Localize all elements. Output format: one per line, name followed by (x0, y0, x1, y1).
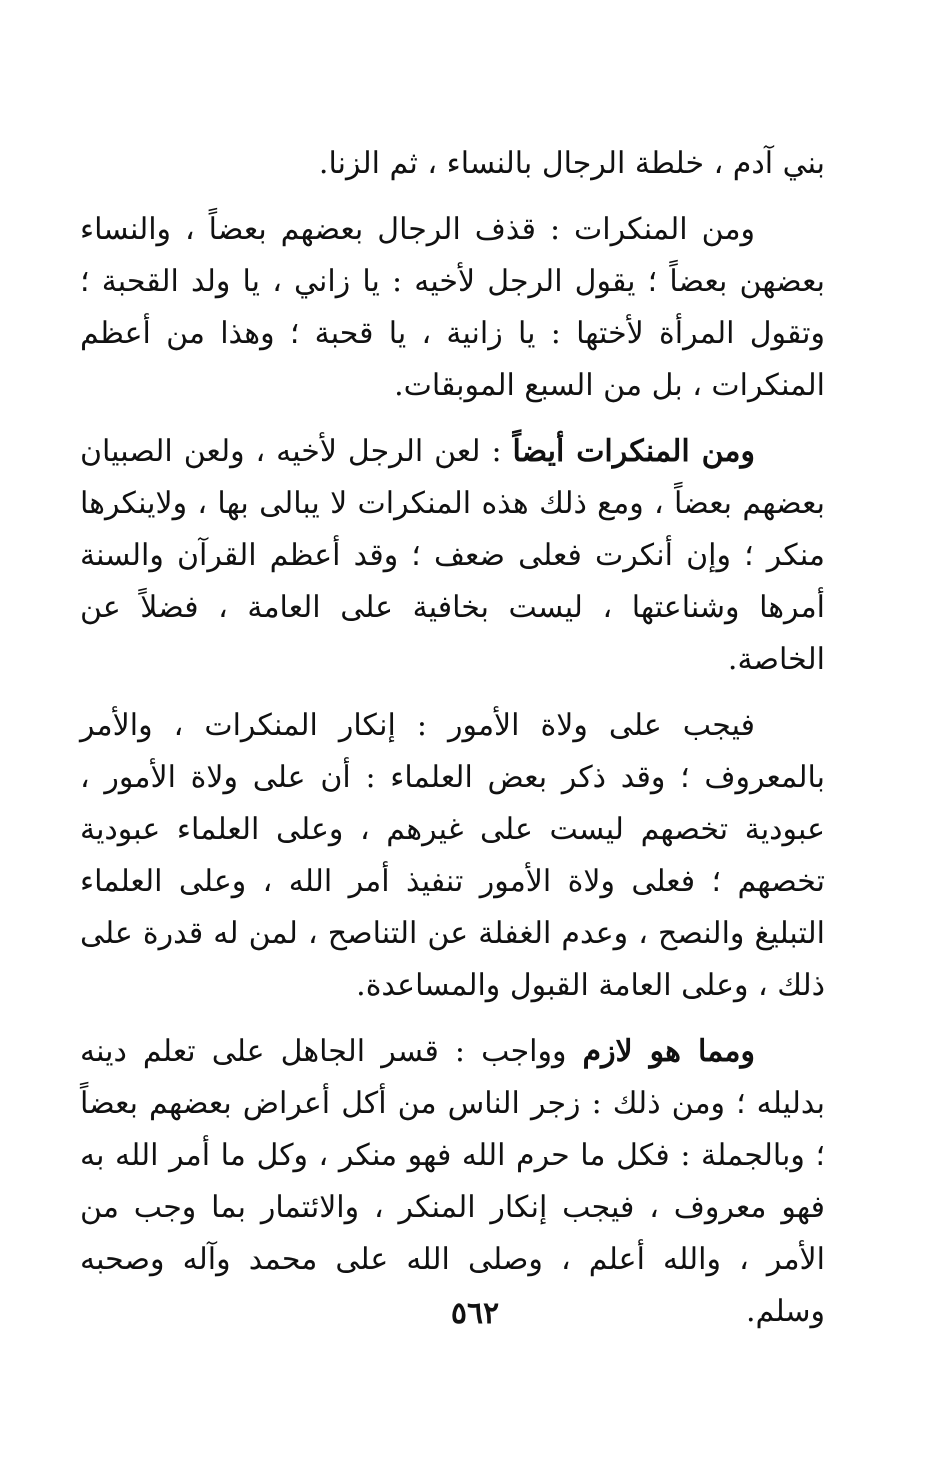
page-body (80, 138, 825, 1352)
paragraph-5-text: وواجب : قسر الجاهل على تعلم دينه بدليله ؛ ومن ذلك : زجر الناس من أكل أعراض بعضهم بعضاً ؛ وبالجملة : فكل ما حرم الله فهو منكر ، وكل ما أمر الله به فهو معروف ، فيجب إنكار المنكر ، والائتمار بما وجب من الأمر ، والله أعلم ، وصلى الله على محمد وآله وصحبه وسلم. (80, 1034, 825, 1329)
paragraph-3 (80, 426, 825, 686)
paragraph-1-text: بني آدم ، خلطة الرجال بالنساء ، ثم الزنا. (318, 146, 825, 181)
paragraph-2 (80, 204, 825, 412)
page-number: ٥٦٢ (450, 1296, 500, 1331)
paragraph-3-text: : لعن الرجل لأخيه ، ولعن الصبيان بعضهم بعضاً ، ومع ذلك هذه المنكرات لا يبالى بها ، ولاينكرها منكر ؛ وإن أنكرت فعلى ضعف ؛ وقد أعظم القرآن والسنة أمرها وشناعتها ، ليست بخافية على العامة ، فضلاً عن الخاصة. (80, 434, 825, 677)
paragraph-5-lead: ومما هو لازم (582, 1034, 755, 1069)
paragraph-2-text: ومن المنكرات : قذف الرجال بعضهم بعضاً ، والنساء بعضهن بعضاً ؛ يقول الرجل لأخيه : يا زاني ، يا ولد القحبة ؛ وتقول المرأة لأختها : يا زانية ، يا قحبة ؛ وهذا من أعظم المنكرات ، بل من السبع الموبقات. (80, 212, 825, 403)
paragraph-5 (80, 1026, 825, 1338)
paragraph-3-lead: ومن المنكرات أيضاً (512, 434, 755, 469)
paragraph-4-text: فيجب على ولاة الأمور : إنكار المنكرات ، والأمر بالمعروف ؛ وقد ذكر بعض العلماء : أن على ولاة الأمور ، عبودية تخصهم ليست على غيرهم ، وعلى العلماء عبودية تخصهم ؛ فعلى ولاة الأمور تنفيذ أمر الله ، وعلى العلماء التبليغ والنصح ، وعدم الغفلة عن التناصح ، لمن له قدرة على ذلك ، وعلى العامة القبول والمساعدة. (80, 708, 825, 1003)
paragraph-1 (80, 138, 825, 190)
paragraph-4 (80, 700, 825, 1012)
